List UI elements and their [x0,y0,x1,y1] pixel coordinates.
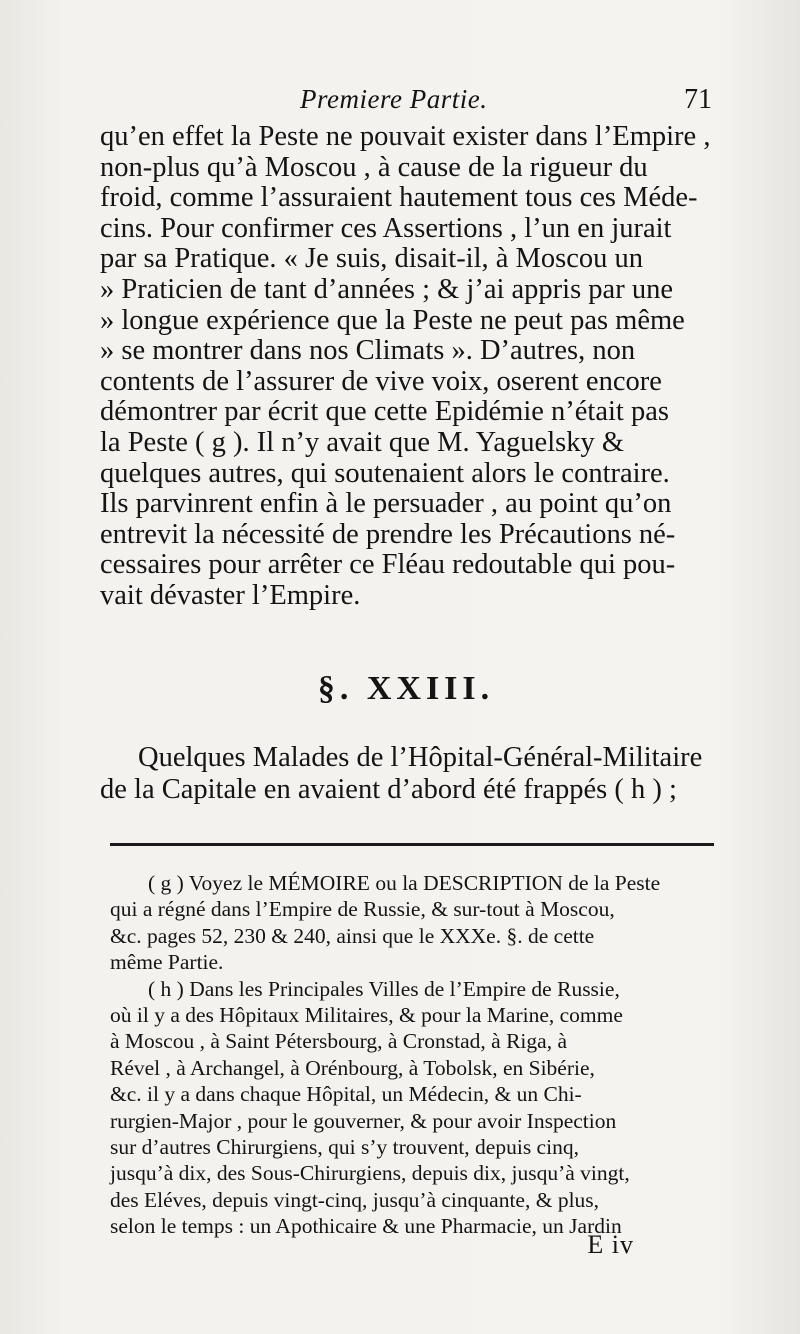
footnote-line: qui a régné dans l’Empire de Russie, & sur-tout à Moscou, [110,897,615,922]
main-paragraph [100,122,712,612]
text-line: la Peste ( g ). Il n’y avait que M. Yaguelsky & [100,426,625,458]
page-header [100,84,712,120]
footnote-divider [110,843,714,846]
text-line: non-plus qu’à Moscou , à cause de la rigueur du [100,151,648,183]
footnote-line: à Moscou , à Saint Pétersbourg, à Cronstad, à Riga, à [110,1029,567,1054]
text-line: vait dévaster l’Empire. [100,579,361,611]
footnote-line: des Eléves, depuis vingt-cinq, jusqu’à cinquante, & plus, [110,1187,600,1212]
text-line: » longue expérience que la Peste ne peut pas même [100,304,685,336]
text-line: cins. Pour confirmer ces Assertions , l’un en jurait [100,212,672,244]
text-line: froid, comme l’assuraient hautement tous ces Méde- [100,182,698,214]
text-line: par sa Pratique. « Je suis, disait-il, à Moscou un [100,243,644,275]
text-line: quelques autres, qui soutenaient alors le contraire. [100,457,670,489]
text-line: qu’en effet la Peste ne pouvait exister dans l’Empire , [100,121,711,152]
footnotes [110,870,730,1239]
footnote-line: rurgien-Major , pour le gouverner, & pour avoir Inspection [110,1108,617,1133]
text-line: » Praticien de tant d’années ; & j’ai appris par une [100,273,673,305]
second-paragraph [100,742,712,806]
text-line: entrevit la nécessité de prendre les Précautions né- [100,518,676,550]
text-line: Quelques Malades de l’Hôpital-Général-Militaire [138,742,703,773]
footnote-line: &c. pages 52, 230 & 240, ainsi que le XXXe. §. de cette [110,923,595,948]
footnote-line: ( h ) Dans les Principales Villes de l’Empire de Russie, [148,976,620,1001]
footnote-line: sur d’autres Chirurgiens, qui s’y trouvent, depuis cinq, [110,1134,579,1159]
footnote-line: &c. il y a dans chaque Hôpital, un Médecin, & un Chi- [110,1082,582,1107]
text-line: » se montrer dans nos Climats ». D’autres, non [100,335,636,367]
page-number: 71 [684,84,712,115]
footnote-line: même Partie. [110,950,224,975]
footnote-line: Rével , à Archangel, à Orénbourg, à Tobolsk, en Sibérie, [110,1055,595,1080]
text-line: démontrer par écrit que cette Epidémie n’était pas [100,396,669,428]
section-heading: §. XXIII. [317,670,495,707]
footnote-line: jusqu’à dix, des Sous-Chirurgiens, depuis dix, jusqu’à vingt, [110,1161,630,1186]
text-line: de la Capitale en avaient d’abord été frappés ( h ) ; [100,774,677,805]
text-line: Ils parvinrent enfin à le persuader , au point qu’on [100,488,672,520]
footnote-line: où il y a des Hôpitaux Militaires, & pour la Marine, comme [110,1002,623,1027]
text-line: contents de l’assurer de vive voix, oserent encore [100,365,662,397]
text-line: cessaires pour arrêter ce Fléau redoutable qui pou- [100,549,676,581]
running-title: Premiere Partie. [300,84,488,114]
footnote-line: selon le temps : un Apothicaire & une Pharmacie, un Jardin [110,1214,622,1239]
footnote-line: ( g ) Voyez le MÉMOIRE ou la DESCRIPTION de la Peste [148,871,661,895]
signature-mark: E iv [587,1230,634,1259]
